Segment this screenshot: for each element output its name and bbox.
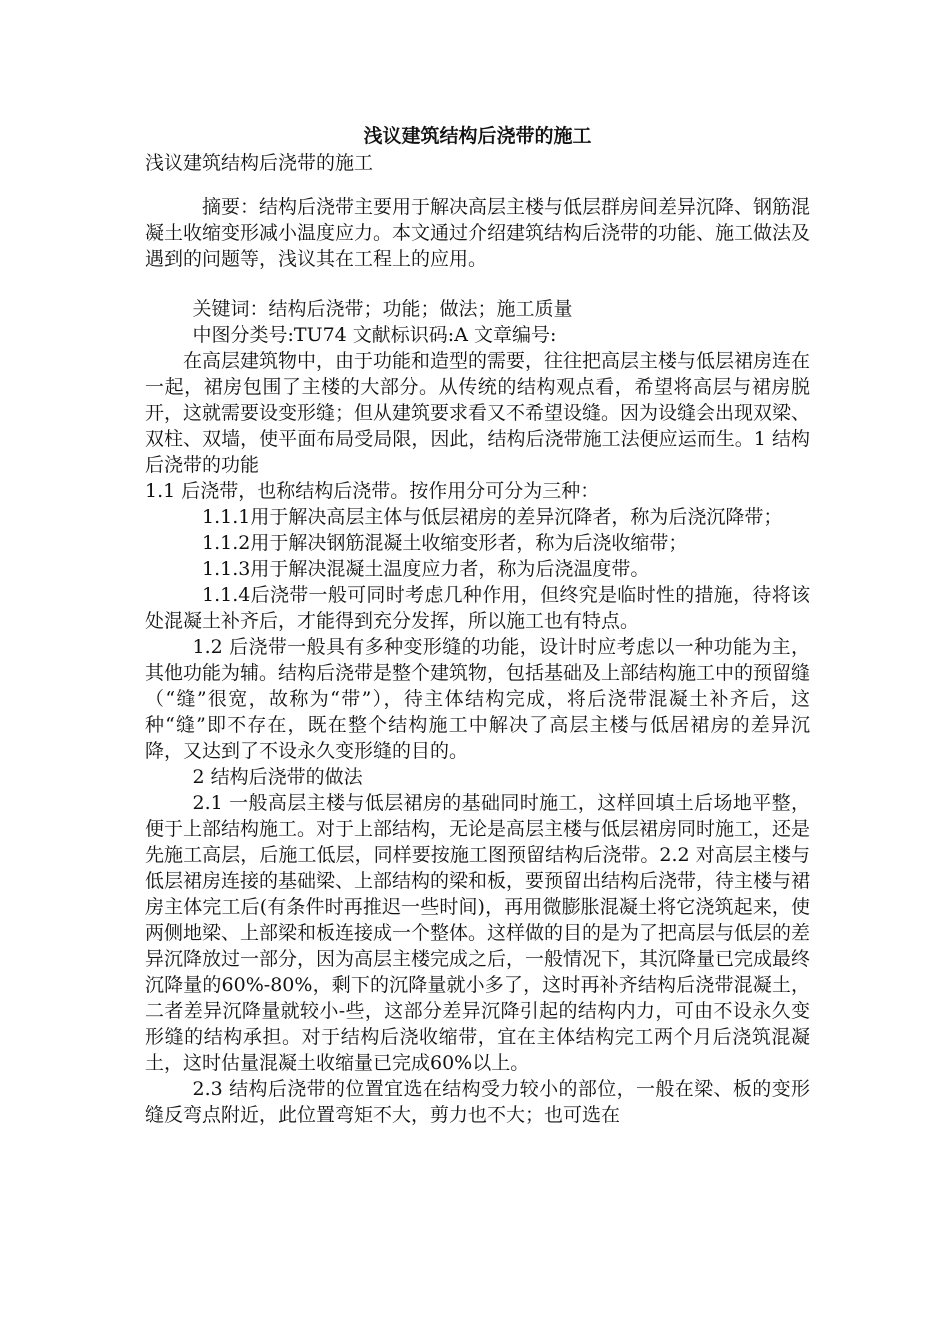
body-paragraph: 1.1.3用于解决混凝土温度应力者，称为后浇温度带。 — [202, 558, 650, 580]
body-paragraph: 在高层建筑物中，由于功能和造型的需要，往往把高层主楼与低层裙房连在一起，裙房包围了主楼的大部分。从传统的结构观点看，希望将高层与裙房脱开，这就需要设变形缝；但从建筑要求看又不希望设缝。因为设缝会出现双梁、双柱、双墙，使平面布局受局限，因此，结构后浇带施工法便应运而生。1 结构后浇带的功能 — [145, 350, 811, 476]
spacer — [145, 272, 810, 296]
body-paragraph: 2.1 一般高层主楼与低层裙房的基础同时施工，这样回填土后场地平整，便于上部结构施工。对于上部结构，无论是高层主楼与低层裙房同时施工，还是先施工高层，后施工低层，同样要按施工图预留结构后浇带。2.2 对高层主楼与低层裙房连接的基础梁、上部结构的梁和板，要预留出结构后浇带，待主楼与裙房主体完工后(有条件时再推迟一些时间)，再用微膨胀混凝土将它浇筑起来，使两侧地梁、上部梁和板连接成一个整体。这样做的目的是为了把高层与低层的差异沉降放过一部分，因为高层主楼完成之后，一般情况下，其沉降量已完成最终沉降量的60%-80%，剩下的沉降量就小多了，这时再补齐结构后浇带混凝土，二者差异沉降量就较小-些，这部分差异沉降引起的结构内力，可由不设永久变形缝的结构承担。对于结构后浇收缩带，宜在主体结构完工两个月后浇筑混凝土，这时估量混凝土收缩量已完成60%以上。 — [145, 792, 811, 1074]
spacer — [145, 176, 810, 194]
body-paragraph: 1.1.1用于解决高层主体与低层裙房的差异沉降者，称为后浇沉降带； — [202, 506, 783, 528]
body-paragraph: 1.2 后浇带一般具有多种变形缝的功能，设计时应考虑以一种功能为主，其他功能为辅。结构后浇带是整个建筑物，包括基础及上部结构施工中的预留缝（“缝”很宽，故称为“带”），待主体结构完成，将后浇带混凝土补齐后，这种“缝”即不存在，既在整个结构施工中解决了高层主楼与低居裙房的差异沉降，又达到了不设永久变形缝的目的。 — [145, 636, 811, 762]
body-paragraph: 2.3 结构后浇带的位置宜选在结构受力较小的部位，一般在梁、板的变形缝反弯点附近，此位置弯矩不大，剪力也不大；也可选在 — [145, 1078, 810, 1126]
document-subtitle: 浅议建筑结构后浇带的施工 — [145, 152, 374, 174]
section-heading: 2 结构后浇带的做法 — [192, 766, 363, 788]
keywords-line: 关键词：结构后浇带；功能；做法；施工质量 — [192, 298, 573, 320]
abstract-paragraph: 摘要：结构后浇带主要用于解决高层主楼与低层群房间差异沉降、钢筋混凝土收缩变形减小温度应力。本文通过介绍建筑结构后浇带的功能、施工做法及遇到的问题等，浅议其在工程上的应用。 — [145, 196, 811, 270]
body-paragraph: 1.1.4后浇带一般可同时考虑几种作用，但终究是临时性的措施，待将该处混凝土补齐后，才能得到充分发挥，所以施工也有特点。 — [145, 584, 810, 632]
body-paragraph: 1.1 后浇带，也称结构后浇带。按作用分可分为三种： — [145, 480, 600, 502]
document-body — [145, 122, 810, 1128]
body-paragraph: 1.1.2用于解决钢筋混凝土收缩变形者，称为后浇收缩带； — [202, 532, 688, 554]
classification-line: 中图分类号:TU74 文献标识码:A 文章编号: — [192, 324, 557, 346]
document-title: 浅议建筑结构后浇带的施工 — [363, 125, 592, 147]
